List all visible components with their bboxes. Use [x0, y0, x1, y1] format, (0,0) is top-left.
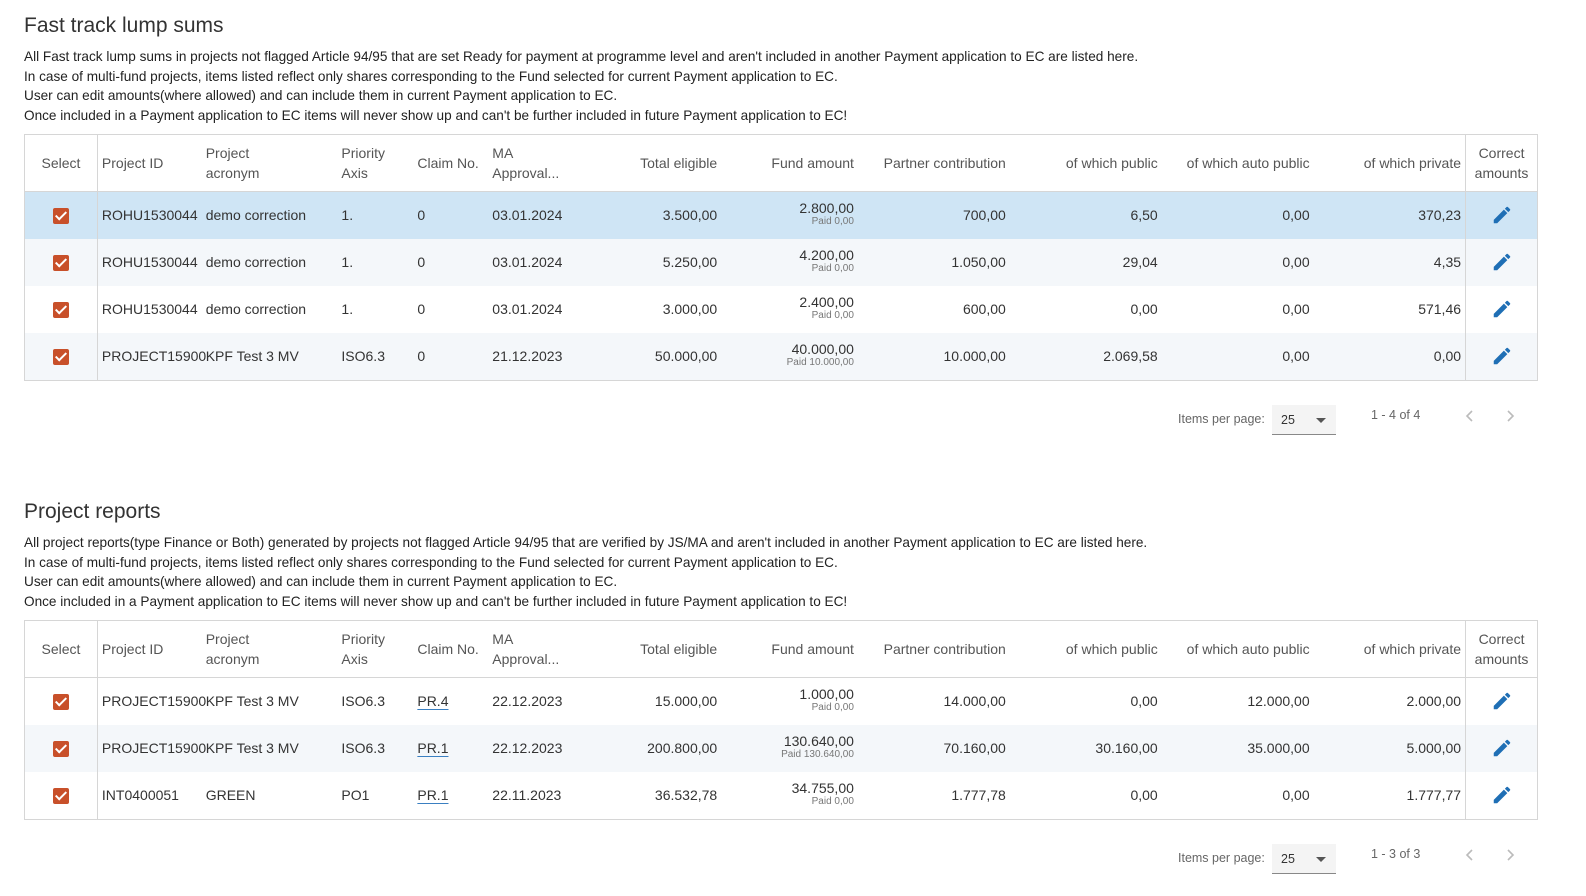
fund-amount-value: 2.400,00 [799, 294, 854, 311]
of-which-public-cell: 30.160,00 [1010, 725, 1162, 772]
total-eligible-cell: 5.250,00 [612, 239, 721, 286]
col-header-total-eligible: Total eligible [612, 134, 721, 191]
of-which-auto-public-cell: 35.000,00 [1162, 725, 1314, 772]
project-id-cell: PROJECT15900 [97, 725, 201, 772]
correct-amounts-cell [1466, 772, 1538, 820]
section-description [24, 533, 1538, 612]
total-eligible-cell: 3.000,00 [662, 301, 718, 318]
partner-contribution-cell: 10.000,00 [858, 333, 1010, 381]
table-row[interactable] [25, 286, 1538, 333]
priority-axis-cell: 1. [341, 301, 354, 318]
of-which-private-cell: 4,35 [1314, 239, 1466, 286]
description-line: All project reports(type Finance or Both) generated by projects not flagged Article 94/95 that are verified by JS/MA and aren't included in another Payment application to EC are listed here. [24, 535, 1148, 550]
partner-contribution-cell: 700,00 [858, 191, 1010, 239]
fund-amount-cell [721, 772, 858, 820]
pencil-icon[interactable] [1491, 345, 1513, 367]
priority-axis-cell: 1. [337, 239, 413, 286]
table-row[interactable] [25, 725, 1538, 772]
description-line: Once included in a Payment application to EC items will never show up and can't be further included in future Payment application to EC! [24, 108, 848, 124]
partner-contribution-cell: 14.000,00 [943, 693, 1006, 710]
project-reports-section [24, 497, 1538, 880]
of-which-private-cell: 0,00 [1314, 333, 1466, 381]
correct-amounts-cell [1466, 333, 1538, 381]
table-row[interactable] [25, 191, 1538, 239]
total-eligible-cell: 15.000,00 [654, 693, 718, 710]
fund-amount-cell [721, 286, 858, 333]
of-which-private-cell: 2.000,00 [1406, 693, 1462, 710]
priority-axis-cell: 1. [337, 191, 413, 239]
col-header-of-which-auto-public: of which auto public [1162, 620, 1314, 677]
ma-approval-cell: 22.12.2023 [488, 725, 612, 772]
of-which-public-cell: 0,00 [1130, 787, 1158, 804]
select-cell [25, 772, 98, 820]
correct-amounts-cell [1466, 191, 1538, 239]
chevron-left-icon[interactable] [1462, 847, 1478, 863]
partner-contribution-cell: 1.777,78 [951, 787, 1006, 804]
page-range-label: 1 - 4 of 4 [1371, 407, 1421, 422]
priority-axis-cell: ISO6.3 [341, 693, 385, 710]
select-cell [25, 725, 98, 772]
col-header-partner-contribution: Partner contribution [858, 620, 1010, 677]
items-per-page-select[interactable] [1272, 405, 1336, 435]
header-line: amounts [1474, 164, 1529, 181]
header-line: Approval... [492, 164, 560, 181]
project-id-cell: ROHU1530044 [97, 191, 201, 239]
claim-no-cell [413, 725, 488, 772]
header-line: amounts [1474, 650, 1529, 667]
claim-no-cell: 0 [413, 239, 488, 286]
col-header-select: Select [25, 620, 98, 677]
page-range-label: 1 - 3 of 3 [1371, 846, 1421, 861]
fund-paid-value: Paid 0,00 [811, 216, 854, 228]
col-header-correct-amounts [1466, 134, 1538, 191]
priority-axis-cell: PO1 [341, 787, 370, 804]
header-line: acronym [205, 164, 260, 181]
pencil-icon[interactable] [1491, 784, 1513, 806]
table-row[interactable] [25, 239, 1538, 286]
checkbox-checked-icon[interactable] [53, 255, 69, 271]
fund-paid-value: Paid 0,00 [811, 702, 854, 714]
correct-amounts-cell [1466, 725, 1538, 772]
checkbox-checked-icon[interactable] [53, 302, 69, 318]
of-which-auto-public-cell: 12.000,00 [1247, 693, 1310, 710]
paginator [24, 381, 1538, 441]
acronym-cell: KPF Test 3 MV [202, 333, 338, 381]
of-which-public-cell: 6,50 [1010, 191, 1162, 239]
claim-link[interactable]: PR.1 [417, 740, 449, 757]
fund-amount-value: 40.000,00 [791, 341, 854, 358]
chevron-right-icon[interactable] [1502, 408, 1518, 424]
section-description [24, 47, 1538, 126]
header-line: Project [205, 144, 250, 161]
fund-amount-cell [721, 239, 858, 286]
of-which-private-cell: 370,23 [1314, 191, 1466, 239]
paginator [24, 820, 1538, 880]
col-header-select: Select [25, 134, 98, 191]
of-which-public-cell: 29,04 [1010, 239, 1162, 286]
ma-approval-cell: 22.11.2023 [492, 787, 562, 804]
of-which-public-cell: 0,00 [1130, 693, 1158, 710]
ma-approval-cell: 03.01.2024 [488, 239, 612, 286]
col-header-claim-no: Claim No. [413, 134, 488, 191]
acronym-cell: demo correction [202, 191, 338, 239]
select-cell [25, 286, 98, 333]
pencil-icon[interactable] [1491, 298, 1513, 320]
select-cell [25, 333, 98, 381]
fund-amount-cell [721, 677, 858, 725]
col-header-acronym [202, 620, 338, 677]
section-title: Project reports [24, 500, 161, 523]
header-line: Priority [341, 630, 385, 647]
table-body [25, 191, 1538, 380]
header-line: Axis [341, 164, 368, 181]
col-header-of-which-public: of which public [1010, 134, 1162, 191]
project-id-cell: INT0400051 [101, 787, 179, 804]
col-header-correct-amounts [1466, 620, 1538, 677]
fund-paid-value: Paid 130.640,00 [781, 749, 854, 761]
checkbox-checked-icon[interactable] [53, 208, 69, 224]
description-line: All Fast track lump sums in projects not flagged Article 94/95 that are set Ready for payment at programme level and aren't included in another Payment application to EC are listed here. [24, 49, 1139, 64]
total-eligible-cell: 200.800,00 [612, 725, 721, 772]
priority-axis-cell: ISO6.3 [337, 725, 413, 772]
items-per-page-label: Items per page: [1178, 411, 1265, 426]
description-line: User can edit amounts(where allowed) and can include them in current Payment application to EC. [24, 88, 618, 104]
of-which-private-cell: 5.000,00 [1314, 725, 1466, 772]
header-line: Approval... [492, 650, 560, 667]
col-header-project-id: Project ID [97, 134, 201, 191]
fund-amount-value: 1.000,00 [799, 686, 854, 703]
acronym-cell: demo correction [202, 239, 338, 286]
checkbox-checked-icon[interactable] [53, 741, 69, 757]
section-title: Fast track lump sums [24, 14, 224, 37]
caret-down-icon [1316, 857, 1326, 862]
fund-paid-value: Paid 0,00 [811, 796, 854, 808]
col-header-total-eligible: Total eligible [612, 620, 721, 677]
col-header-priority-axis [337, 620, 413, 677]
claim-link[interactable]: PR.1 [417, 787, 449, 804]
col-header-fund-amount: Fund amount [721, 134, 858, 191]
acronym-cell: KPF Test 3 MV [205, 693, 299, 710]
ma-approval-cell: 03.01.2024 [492, 301, 563, 318]
header-line: Project [205, 630, 250, 647]
fund-amount-value: 130.640,00 [783, 733, 854, 750]
project-id-cell: ROHU1530044 [97, 239, 201, 286]
pencil-icon[interactable] [1491, 251, 1513, 273]
col-header-fund-amount: Fund amount [721, 620, 858, 677]
col-header-claim-no: Claim No. [413, 620, 488, 677]
table-row[interactable] [25, 333, 1538, 381]
items-per-page-label: Items per page: [1178, 850, 1265, 865]
caret-down-icon [1316, 418, 1326, 423]
checkbox-checked-icon[interactable] [53, 788, 69, 804]
claim-no-cell [413, 677, 488, 725]
table-header-row [25, 134, 1538, 191]
of-which-auto-public-cell: 0,00 [1162, 239, 1314, 286]
of-which-auto-public-cell: 0,00 [1162, 191, 1314, 239]
partner-contribution-cell: 70.160,00 [858, 725, 1010, 772]
ma-approval-cell: 21.12.2023 [488, 333, 612, 381]
fund-amount-value: 2.800,00 [799, 200, 854, 217]
ma-approval-cell: 22.12.2023 [492, 693, 563, 710]
pencil-icon[interactable] [1491, 204, 1513, 226]
col-header-acronym [202, 134, 338, 191]
correct-amounts-cell [1466, 286, 1538, 333]
ma-approval-cell: 03.01.2024 [488, 191, 612, 239]
claim-no-cell: 0 [413, 191, 488, 239]
project-id-cell: ROHU1530044 [101, 301, 198, 318]
header-line: Correct [1478, 144, 1525, 161]
select-cell [25, 191, 98, 239]
table-header-row [25, 620, 1538, 677]
correct-amounts-cell [1466, 239, 1538, 286]
total-eligible-cell: 3.500,00 [612, 191, 721, 239]
fund-amount-cell [721, 333, 858, 381]
claim-link[interactable]: PR.4 [417, 693, 449, 710]
col-header-of-which-private: of which private [1314, 134, 1466, 191]
total-eligible-cell: 50.000,00 [612, 333, 721, 381]
col-header-ma-approval [488, 134, 612, 191]
checkbox-checked-icon[interactable] [53, 349, 69, 365]
items-per-page-select[interactable] [1272, 844, 1336, 874]
fund-amount-cell [721, 191, 858, 239]
of-which-private-cell: 571,46 [1418, 301, 1462, 318]
col-header-of-which-auto-public: of which auto public [1162, 134, 1314, 191]
partner-contribution-cell: 600,00 [962, 301, 1006, 318]
fast-track-section [24, 11, 1538, 441]
of-which-auto-public-cell: 0,00 [1282, 787, 1310, 804]
header-line: Priority [341, 144, 385, 161]
fund-paid-value: Paid 0,00 [811, 310, 854, 322]
claim-no-cell: 0 [413, 333, 488, 381]
fast-track-table [24, 134, 1538, 381]
of-which-auto-public-cell: 0,00 [1282, 301, 1310, 318]
of-which-public-cell: 0,00 [1130, 301, 1158, 318]
total-eligible-cell: 36.532,78 [654, 787, 718, 804]
items-per-page-value: 25 [1281, 851, 1295, 866]
correct-amounts-cell [1466, 677, 1538, 725]
table-row[interactable] [25, 772, 1538, 820]
col-header-of-which-private: of which private [1314, 620, 1466, 677]
header-line: Correct [1478, 630, 1525, 647]
description-line: In case of multi-fund projects, items listed reflect only shares corresponding to the Fund selected for current Payment application to EC. [24, 554, 838, 570]
fund-paid-value: Paid 0,00 [811, 263, 854, 275]
description-line: Once included in a Payment application to EC items will never show up and can't be further included in future Payment application to EC! [24, 594, 848, 610]
col-header-partner-contribution: Partner contribution [858, 134, 1010, 191]
description-line: User can edit amounts(where allowed) and can include them in current Payment application to EC. [24, 574, 618, 590]
header-line: MA [492, 144, 514, 161]
priority-axis-cell: ISO6.3 [337, 333, 413, 381]
select-cell [25, 239, 98, 286]
project-id-cell: PROJECT15900 [101, 693, 207, 710]
col-header-of-which-public: of which public [1010, 620, 1162, 677]
header-line: acronym [205, 650, 260, 667]
checkbox-checked-icon[interactable] [53, 694, 69, 710]
of-which-private-cell: 1.777,77 [1406, 787, 1462, 804]
fund-amount-value: 4.200,00 [799, 247, 854, 264]
col-header-priority-axis [337, 134, 413, 191]
table-body [25, 677, 1538, 819]
claim-no-cell [413, 772, 488, 820]
claim-no-cell: 0 [417, 301, 426, 318]
chevron-left-icon[interactable] [1462, 408, 1478, 424]
of-which-auto-public-cell: 0,00 [1162, 333, 1314, 381]
pencil-icon[interactable] [1491, 737, 1513, 759]
description-line: In case of multi-fund projects, items listed reflect only shares corresponding to the Fund selected for current Payment application to EC. [24, 68, 838, 84]
header-line: Axis [341, 650, 368, 667]
chevron-right-icon[interactable] [1502, 847, 1518, 863]
select-cell [25, 677, 98, 725]
fund-amount-cell [721, 725, 858, 772]
header-line: MA [492, 630, 514, 647]
items-per-page-value: 25 [1281, 412, 1295, 427]
of-which-public-cell: 2.069,58 [1010, 333, 1162, 381]
project-reports-table [24, 620, 1538, 820]
acronym-cell: GREEN [205, 787, 256, 804]
pencil-icon[interactable] [1491, 690, 1513, 712]
col-header-ma-approval [488, 620, 612, 677]
fund-amount-value: 34.755,00 [791, 780, 854, 797]
fund-paid-value: Paid 10.000,00 [786, 357, 854, 369]
col-header-project-id: Project ID [97, 620, 201, 677]
project-id-cell: PROJECT15900 [97, 333, 201, 381]
acronym-cell: demo correction [205, 301, 307, 318]
acronym-cell: KPF Test 3 MV [202, 725, 338, 772]
partner-contribution-cell: 1.050,00 [858, 239, 1010, 286]
table-row[interactable] [25, 677, 1538, 725]
